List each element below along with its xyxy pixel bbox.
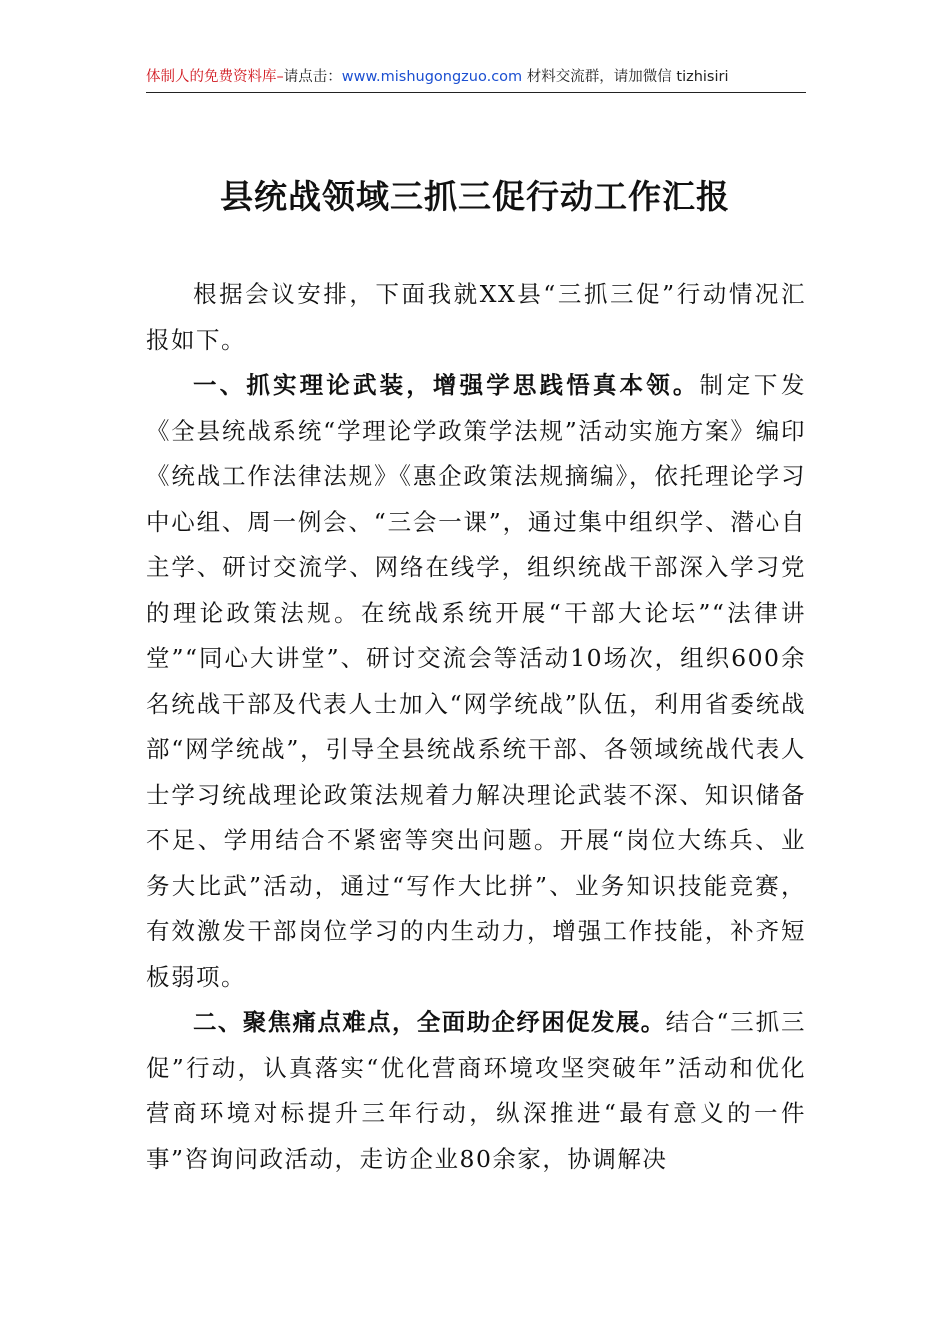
header-prompt: 请点击：	[283, 69, 342, 85]
section-text-2: 结合“三抓三促”行动，认真落实“优化营商环境攻坚突破年”活动和优化营商环境对标提升三年行动，纵深推进“最有意义的一件事”咨询问政活动，走访企业80余家，协调解决	[146, 1008, 807, 1173]
page-header	[146, 66, 806, 93]
section-paragraph-1	[146, 363, 806, 1000]
header-dash: –	[276, 69, 284, 85]
header-url-link[interactable]: www.mishugongzuo.com	[341, 69, 523, 85]
section-paragraph-2	[146, 1000, 806, 1182]
document-body	[146, 272, 806, 1182]
header-contact-text: 材料交流群，请加微信 tizhisiri	[522, 69, 729, 85]
header-brand: 体制人的免费资料库	[146, 69, 277, 85]
section-heading-1: 一、抓实理论武装，增强学思践悟真本领。	[193, 371, 700, 399]
intro-paragraph: 根据会议安排，下面我就XX县“三抓三促”行动情况汇报如下。	[146, 280, 806, 354]
document-title: 县统战领域三抓三促行动工作汇报	[220, 177, 730, 216]
section-heading-2: 二、聚焦痛点难点，全面助企纾困促发展。	[193, 1008, 666, 1036]
section-text-1: 制定下发《全县统战系统“学理论学政策学法规”活动实施方案》编印《统战工作法律法规》《惠企政策法规摘编》，依托理论学习中心组、周一例会、“三会一课”，通过集中组织学、潜心自主学、研讨交流学、网络在线学，组织统战干部深入学习党的理论政策法规。在统战系统开展“干部大论坛”“法律讲堂”“同心大讲堂”、研讨交流会等活动10场次，组织600余名统战干部及代表人士加入“网学统战”队伍，利用省委统战部“网学统战”，引导全县统战系统干部、各领域统战代表人士学习统战理论政策法规着力解决理论武装不深、知识储备不足、学用结合不紧密等突出问题。开展“岗位大练兵、业务大比武”活动，通过“写作大比拼”、业务知识技能竞赛，有效激发干部岗位学习的内生动力，增强工作技能，补齐短板弱项。	[146, 371, 807, 991]
